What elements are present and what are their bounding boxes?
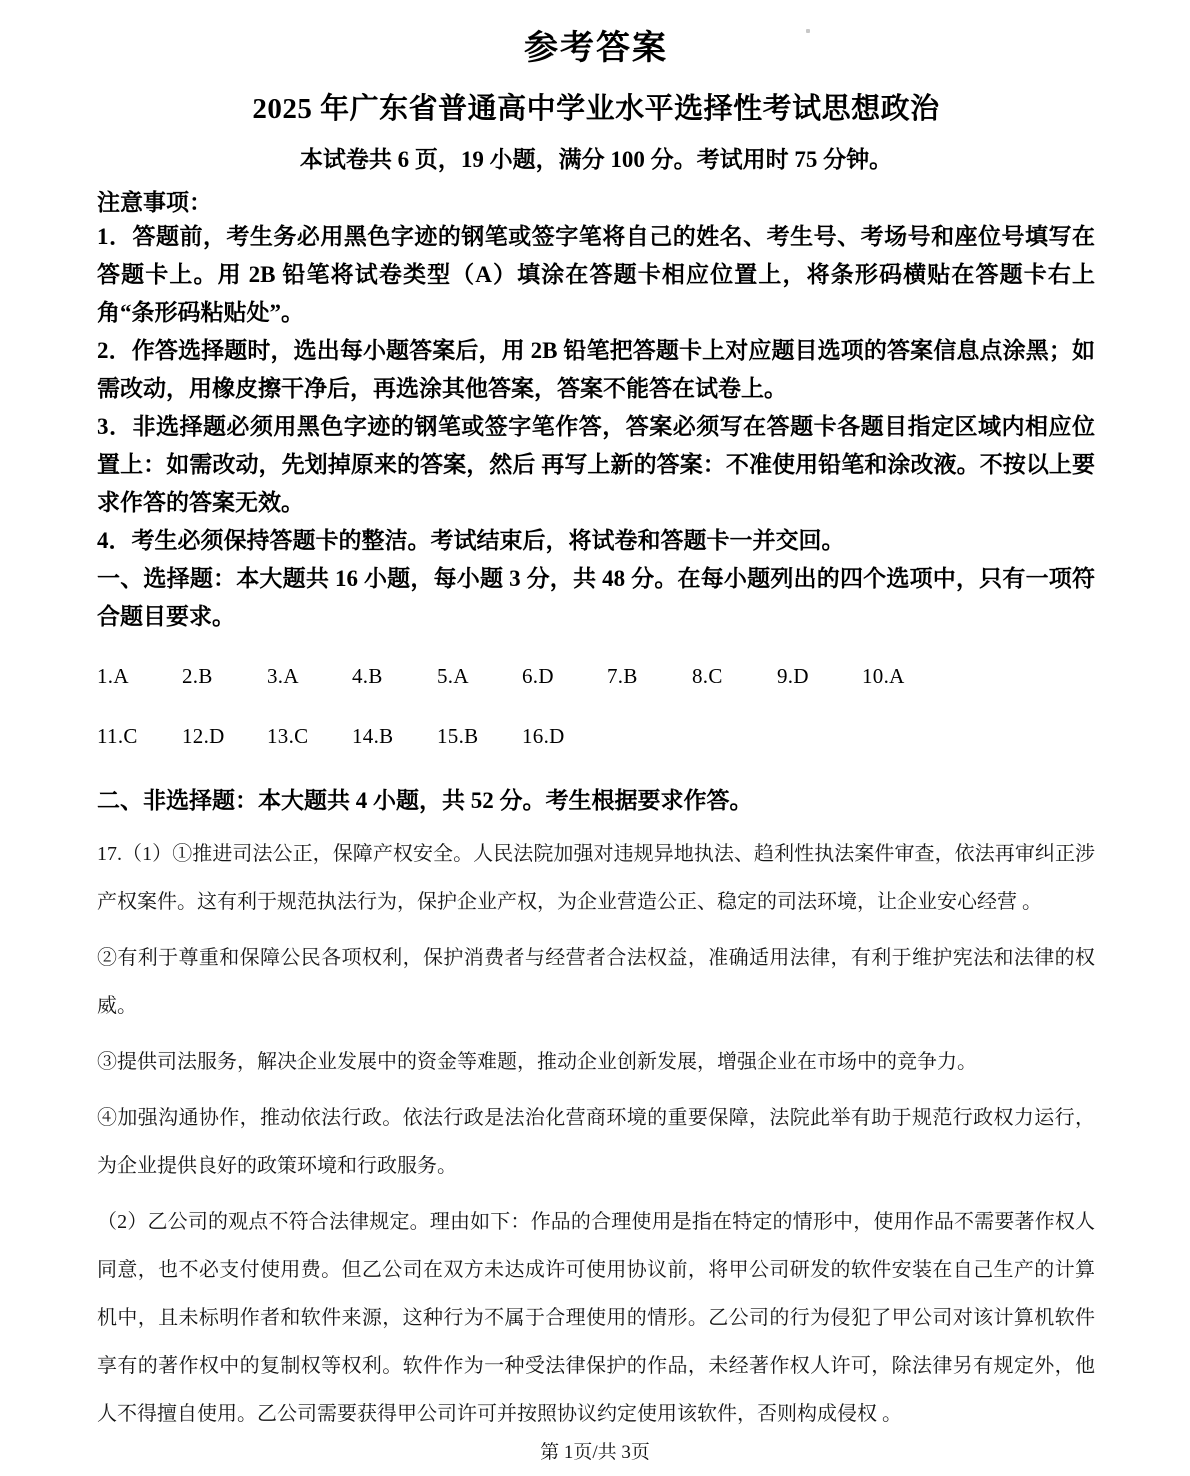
- section-one-heading: 一、选择题：本大题共 16 小题，每小题 3 分，共 48 分。在每小题列出的四个选项中，只有一项符合题目要求。: [97, 565, 1096, 629]
- answer-item: 15.B: [437, 723, 479, 748]
- section-two-heading: 二、非选择题：本大题共 4 小题，共 52 分。考生根据要求作答。: [97, 787, 753, 813]
- notice-item-3: 3．非选择题必须用黑色字迹的钢笔或签字笔作答，答案必须写在答题卡各题目指定区域内相应位置上：如需改动，先划掉原来的答案，然后 再写上新的答案：不准使用铅笔和涂改液。不按以上要求作答的答案无效。: [97, 413, 1095, 515]
- answer-paragraph-17-2: （2）乙公司的观点不符合法律规定。理由如下：作品的合理使用是指在特定的情形中，使用作品不需要著作权人同意，也不必支付使用费。但乙公司在双方未达成许可使用协议前，将甲公司研发的软件安装在自己生产的计算机中，且未标明作者和软件来源，这种行为不属于合理使用的情形。乙公司的行为侵犯了甲公司对该计算机软件享有的著作权中的复制权等权利。软件作为一种受法律保护的作品，未经著作权人许可，除法律另有规定外，他人不得擅自使用。乙公司需要获得甲公司许可并按照协议约定使用该软件，否则构成侵权 。: [97, 1210, 1095, 1425]
- notice-item-4: 4．考生必须保持答题卡的整洁。考试结束后，将试卷和答题卡一并交回。: [97, 527, 845, 553]
- answer-paragraph-17-1: 17.（1）①推进司法公正，保障产权安全。人民法院加强对违规异地执法、趋利性执法案件审查，依法再审纠正涉产权案件。这有利于规范执法行为，保护企业产权，为企业营造公正、稳定的司法环境，让企业安心经营 。: [97, 842, 1095, 913]
- answer-paragraph-17-1-d: ④加强沟通协作，推动依法行政。依法行政是法治化营商环境的重要保障，法院此举有助于规范行政权力运行，为企业提供良好的政策环境和行政服务。: [97, 1106, 1095, 1177]
- exam-subtitle: 本试卷共 6 页，19 小题，满分 100 分。考试用时 75 分钟。: [299, 146, 893, 172]
- answer-item: 5.A: [437, 663, 469, 688]
- exam-title: 2025 年广东省普通高中学业水平选择性考试思想政治: [252, 93, 940, 126]
- page-title: 参考答案: [524, 30, 668, 67]
- answer-paragraph-17-1-c: ③提供司法服务，解决企业发展中的资金等难题，推动企业创新发展，增强企业在市场中的竞争力。: [97, 1050, 977, 1073]
- notice-item-2: 2．作答选择题时，选出每小题答案后，用 2B 铅笔把答题卡上对应题目选项的答案信息点涂黑；如需改动，用橡皮擦干净后，再选涂其他答案，答案不能答在试卷上。: [97, 337, 1095, 401]
- notice-item-1: 1．答题前，考生务必用黑色字迹的钢笔或签字笔将自己的姓名、考生号、考场号和座位号填写在答题卡上。用 2B 铅笔将试卷类型（A）填涂在答题卡相应位置上，将条形码横贴在答题卡右上角“条形码粘贴处”。: [97, 223, 1095, 325]
- answer-item: 2.B: [182, 663, 213, 688]
- answer-item: 10.A: [862, 663, 905, 688]
- document-content: [97, 0, 1095, 1438]
- answer-paragraph-17-1-b: ②有利于尊重和保障公民各项权利，保护消费者与经营者合法权益，准确适用法律，有利于维护宪法和法律的权威。: [97, 946, 1095, 1017]
- answer-item: 1.A: [97, 663, 129, 688]
- answer-item: 16.D: [522, 723, 565, 748]
- answer-item: 7.B: [607, 663, 638, 688]
- answer-key-row-1: [97, 662, 1095, 690]
- notice-heading: 注意事项：: [97, 190, 212, 216]
- answer-item: 13.C: [267, 723, 309, 748]
- answer-item: 3.A: [267, 663, 299, 688]
- page-footer: 第 1页/共 3页: [540, 1442, 650, 1463]
- answer-item: 8.C: [692, 663, 723, 688]
- answer-item: 6.D: [522, 663, 554, 688]
- answer-key-row-2: [97, 722, 1095, 750]
- answer-item: 11.C: [97, 723, 138, 748]
- answer-item: 12.D: [182, 723, 225, 748]
- answer-item: 14.B: [352, 723, 394, 748]
- answer-item: 9.D: [777, 663, 809, 688]
- answer-item: 4.B: [352, 663, 383, 688]
